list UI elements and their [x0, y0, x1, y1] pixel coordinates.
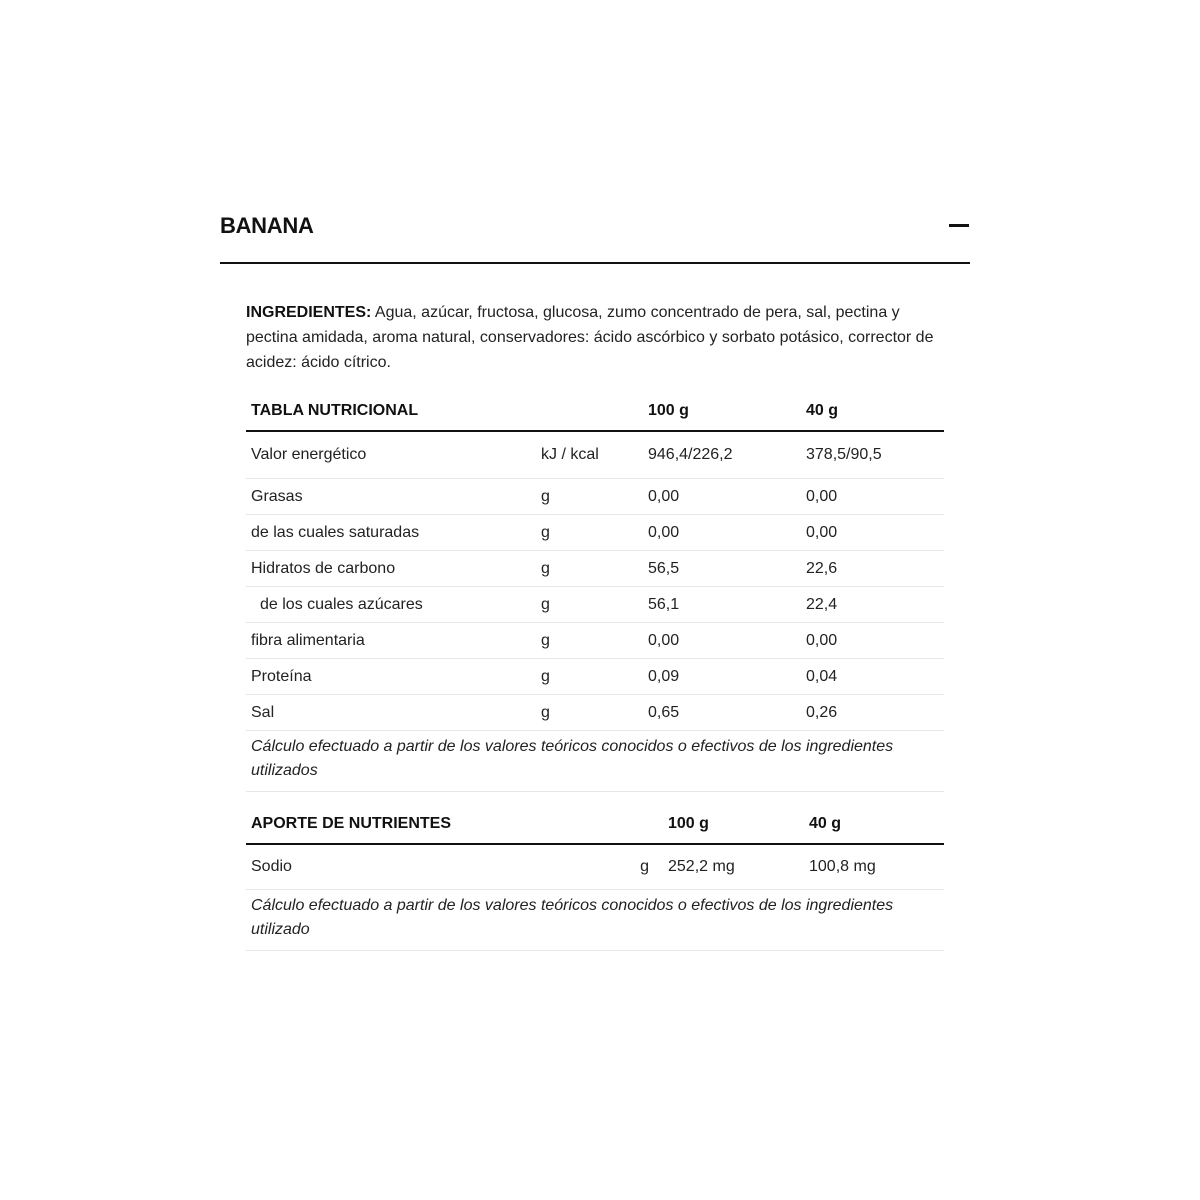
nutrient-per40: 0,00: [801, 623, 944, 659]
nutrient-unit: kJ / kcal: [536, 431, 643, 479]
product-title: BANANA: [220, 213, 314, 238]
aporte-note: Cálculo efectuado a partir de los valores teóricos conocidos o efectivos de los ingredientes utilizado: [246, 890, 944, 951]
nutrient-per100: 0,09: [643, 659, 801, 695]
nutrient-per100: 0,00: [643, 623, 801, 659]
aporte-per100-header: 100 g: [663, 805, 804, 844]
nutrient-per40: 0,26: [801, 695, 944, 731]
nutrition-table: [246, 392, 944, 792]
nutrient-per40: 100,8 mg: [804, 844, 944, 890]
table-row: [246, 587, 944, 623]
accordion-header[interactable]: [220, 200, 970, 264]
aporte-table-title: APORTE DE NUTRIENTES: [246, 805, 616, 844]
table-note-row: [246, 890, 944, 951]
nutrient-per40: 0,04: [801, 659, 944, 695]
nutrient-name: Grasas: [246, 479, 536, 515]
aporte-unit-header: [616, 805, 663, 844]
ingredients-paragraph: [246, 300, 944, 375]
table-row: [246, 551, 944, 587]
table-row: [246, 479, 944, 515]
nutrient-per40: 22,4: [801, 587, 944, 623]
nutrient-contribution-table: [246, 805, 944, 951]
nutrient-name: Sodio: [246, 844, 616, 890]
nutrient-name: Hidratos de carbono: [246, 551, 536, 587]
nutrition-per100-header: 100 g: [643, 392, 801, 431]
product-accordion: [220, 200, 970, 938]
table-row: [246, 623, 944, 659]
nutrient-unit: g: [536, 515, 643, 551]
table-row: [246, 431, 944, 479]
nutrient-name: de las cuales saturadas: [246, 515, 536, 551]
nutrient-name: Valor energético: [246, 431, 536, 479]
nutrient-per100: 252,2 mg: [663, 844, 804, 890]
nutrition-note: Cálculo efectuado a partir de los valores teóricos conocidos o efectivos de los ingredientes utilizados: [246, 731, 944, 792]
nutrient-name: fibra alimentaria: [246, 623, 536, 659]
nutrition-table-title: TABLA NUTRICIONAL: [246, 392, 536, 431]
nutrition-unit-header: [536, 392, 643, 431]
nutrient-unit: g: [536, 623, 643, 659]
nutrient-unit: g: [616, 844, 663, 890]
ingredients-text: Agua, azúcar, fructosa, glucosa, zumo concentrado de pera, sal, pectina y pectina amidada, aroma natural, conservadores: ácido ascórbico y sorbato potásico, corrector de acidez: ácido cítrico.: [246, 304, 934, 371]
nutrition-table-header-row: [246, 392, 944, 431]
nutrient-per40: 0,00: [801, 479, 944, 515]
nutrient-per100: 0,65: [643, 695, 801, 731]
table-row: [246, 695, 944, 731]
table-row: [246, 844, 944, 890]
nutrient-name: de los cuales azúcares: [246, 587, 536, 623]
nutrient-unit: g: [536, 659, 643, 695]
nutrient-per40: 0,00: [801, 515, 944, 551]
nutrient-per100: 56,5: [643, 551, 801, 587]
nutrient-unit: g: [536, 551, 643, 587]
table-row: [246, 515, 944, 551]
nutrient-per100: 946,4/226,2: [643, 431, 801, 479]
nutrient-per40: 378,5/90,5: [801, 431, 944, 479]
nutrition-per40-header: 40 g: [801, 392, 944, 431]
nutrient-unit: g: [536, 695, 643, 731]
nutrient-unit: g: [536, 479, 643, 515]
table-note-row: [246, 731, 944, 792]
table-row: [246, 659, 944, 695]
nutrient-per100: 0,00: [643, 515, 801, 551]
nutrient-name: Sal: [246, 695, 536, 731]
aporte-table-header-row: [246, 805, 944, 844]
nutrient-name: Proteína: [246, 659, 536, 695]
ingredients-label: INGREDIENTES:: [246, 304, 372, 321]
minus-icon[interactable]: [948, 216, 970, 234]
aporte-per40-header: 40 g: [804, 805, 944, 844]
nutrient-per100: 0,00: [643, 479, 801, 515]
accordion-content: [246, 300, 944, 951]
nutrient-unit: g: [536, 587, 643, 623]
nutrient-per100: 56,1: [643, 587, 801, 623]
nutrient-per40: 22,6: [801, 551, 944, 587]
